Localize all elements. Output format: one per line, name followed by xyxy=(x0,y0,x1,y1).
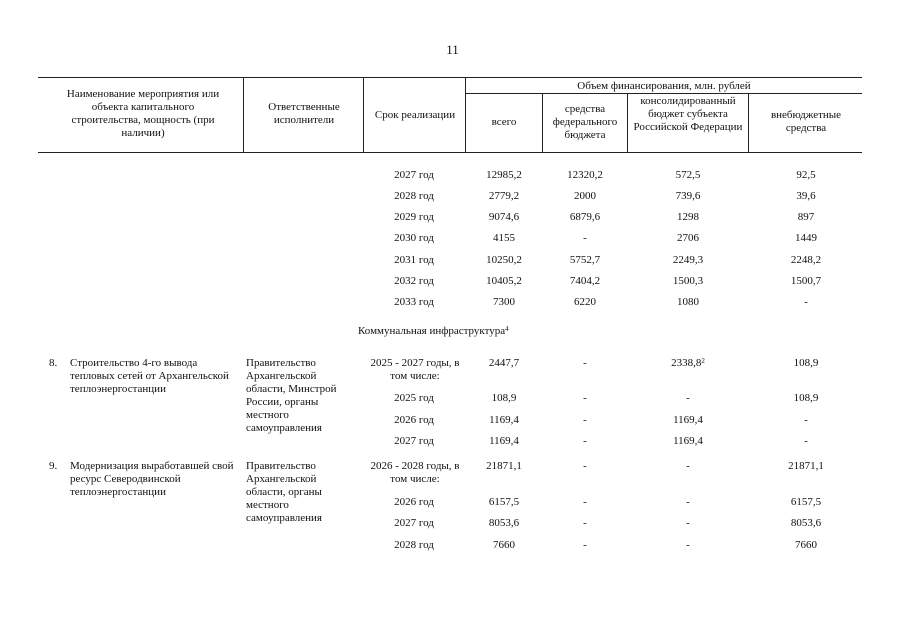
row-reg: 1500,3 xyxy=(672,275,704,287)
item-number: 9. xyxy=(49,460,58,472)
row-fed: 6879,6 xyxy=(569,211,601,223)
row-term: 2026 год xyxy=(394,496,434,508)
row-total: 21871,1 xyxy=(486,460,522,472)
row-extra: - xyxy=(804,414,808,426)
row-extra: 108,9 xyxy=(793,392,819,404)
header-vline-2 xyxy=(363,77,364,152)
header-fin: Объем финансирования, млн. рублей xyxy=(577,80,751,92)
row-total: 4155 xyxy=(493,232,515,244)
header-vline-5 xyxy=(627,93,628,152)
row-total: 8053,6 xyxy=(488,517,520,529)
header-term: Срок реализации xyxy=(374,109,456,121)
row-term: 2027 год xyxy=(394,517,434,529)
row-fed: 2000 xyxy=(574,190,596,202)
row-fed: - xyxy=(583,232,587,244)
row-term: 2030 год xyxy=(394,232,434,244)
header-bottom-rule xyxy=(38,152,862,153)
row-total: 9074,6 xyxy=(488,211,520,223)
row-term: 2031 год xyxy=(394,254,434,266)
item-name: Строительство 4-го вывода тепловых сетей от Архангельской теплоэнергостанции xyxy=(70,357,229,395)
row-total: 2779,2 xyxy=(488,190,520,202)
row-extra: - xyxy=(804,296,808,308)
row-total: 1169,4 xyxy=(489,435,519,447)
header-extra: внебюджетные средства xyxy=(770,109,842,134)
row-total: 7660 xyxy=(493,539,515,551)
row-reg: - xyxy=(686,460,690,472)
row-reg xyxy=(630,357,746,370)
row-reg: 2249,3 xyxy=(672,254,704,266)
item-name: Модернизация выработавшей свой ресурс Северодвинской теплоэнергостанции xyxy=(70,460,234,498)
item-executors: Правительство Архангельской области, органы местного самоуправления xyxy=(246,460,322,524)
row-reg: - xyxy=(686,539,690,551)
header-vline-1 xyxy=(243,77,244,152)
row-extra: - xyxy=(804,435,808,447)
section-footnote: 4 xyxy=(505,325,509,333)
row-extra: 108,9 xyxy=(793,357,819,369)
header-fin-rule xyxy=(465,93,862,94)
row-extra: 92,5 xyxy=(796,169,816,181)
row-fed: 7404,2 xyxy=(569,275,601,287)
row-reg: 2706 xyxy=(677,232,699,244)
row-total: 10405,2 xyxy=(486,275,522,287)
row-reg: - xyxy=(686,517,690,529)
header-reg: консолидированный бюджет субъекта Российской Федерации xyxy=(633,95,743,133)
row-fed: - xyxy=(583,496,587,508)
row-reg: 572,5 xyxy=(675,169,701,181)
row-total: 10250,2 xyxy=(486,254,522,266)
row-fed: - xyxy=(583,539,587,551)
header-fed: средства федерального бюджета xyxy=(552,103,618,141)
row-total: 6157,5 xyxy=(488,496,520,508)
row-extra: 897 xyxy=(797,211,815,223)
row-extra: 7660 xyxy=(795,539,817,551)
page-number: 11 xyxy=(446,42,459,57)
row-fed: - xyxy=(583,414,587,426)
row-fed: - xyxy=(583,435,587,447)
section-title: Коммунальная инфраструктура xyxy=(358,325,506,337)
section-heading xyxy=(358,325,509,338)
row-extra: 1500,7 xyxy=(790,275,822,287)
row-term: 2027 год xyxy=(394,169,434,181)
row-fed: - xyxy=(583,357,587,369)
row-extra: 8053,6 xyxy=(790,517,822,529)
row-reg: - xyxy=(686,392,690,404)
row-reg: - xyxy=(686,496,690,508)
row-extra: 21871,1 xyxy=(788,460,824,472)
row-fed: - xyxy=(583,460,587,472)
row-extra: 6157,5 xyxy=(790,496,822,508)
row-total: 2447,7 xyxy=(488,357,520,369)
row-term: 2025 год xyxy=(394,392,434,404)
row-total: 7300 xyxy=(493,296,515,308)
row-total: 12985,2 xyxy=(486,169,522,181)
row-fed: 12320,2 xyxy=(567,169,603,181)
row-reg-value: 2338,8 xyxy=(671,357,702,369)
row-term: 2026 - 2028 годы, в том числе: xyxy=(370,460,460,485)
row-term: 2025 - 2027 годы, в том числе: xyxy=(370,357,460,382)
row-fed: - xyxy=(583,392,587,404)
item-executors: Правительство Архангельской области, Минстрой России, органы местного самоуправления xyxy=(246,357,337,434)
item-number: 8. xyxy=(49,357,58,369)
header-vline-6 xyxy=(748,93,749,152)
row-reg: 739,6 xyxy=(675,190,701,202)
reg-footnote: 2 xyxy=(701,357,705,365)
header-name: Наименование мероприятия или объекта капитального строительства, мощность (при наличии) xyxy=(66,88,220,139)
row-fed: 6220 xyxy=(574,296,596,308)
row-term: 2028 год xyxy=(394,190,434,202)
row-total: 1169,4 xyxy=(489,414,519,426)
header-top-rule xyxy=(38,77,862,78)
row-fed: - xyxy=(583,517,587,529)
row-term: 2026 год xyxy=(394,414,434,426)
row-term: 2032 год xyxy=(394,275,434,287)
row-fed: 5752,7 xyxy=(569,254,601,266)
row-extra: 2248,2 xyxy=(790,254,822,266)
row-reg: 1169,4 xyxy=(673,435,703,447)
row-extra: 1449 xyxy=(795,232,817,244)
row-extra: 39,6 xyxy=(796,190,816,202)
header-exec: Ответственные исполнители xyxy=(268,101,340,126)
row-term: 2027 год xyxy=(394,435,434,447)
row-reg: 1080 xyxy=(677,296,699,308)
row-total: 108,9 xyxy=(491,392,517,404)
row-reg: 1298 xyxy=(677,211,699,223)
header-vline-4 xyxy=(542,93,543,152)
row-reg: 1169,4 xyxy=(673,414,703,426)
row-term: 2028 год xyxy=(394,539,434,551)
row-term: 2029 год xyxy=(394,211,434,223)
row-term: 2033 год xyxy=(394,296,434,308)
header-total: всего xyxy=(491,116,517,128)
